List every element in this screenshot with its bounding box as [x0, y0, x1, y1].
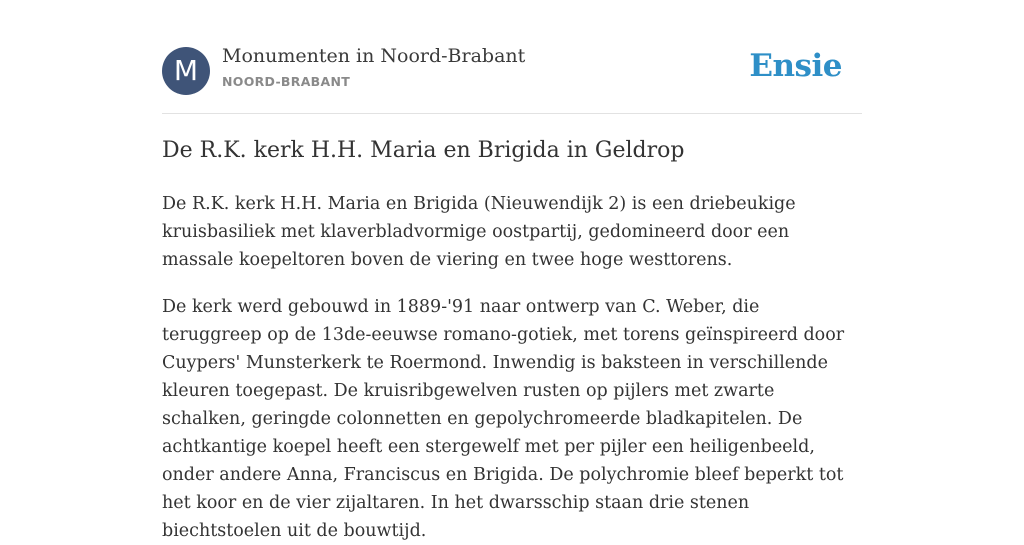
article-paragraph-1: De R.K. kerk H.H. Maria en Brigida (Nieuwendijk 2) is een driebeukige kruisbasiliek met klaverbladvormige oostpartij, gedomineerd door een massale koepeltoren boven de viering en twee hoge westtorens.: [162, 194, 796, 270]
header: [162, 0, 862, 114]
article-title: De R.K. kerk H.H. Maria en Brigida in Geldrop: [162, 138, 685, 163]
article-paragraph-2: De kerk werd gebouwd in 1889-'91 naar ontwerp van C. Weber, die teruggreep op de 13de-eeuwse romano-gotiek, met torens geïnspireerd door Cuypers' Munsterkerk te Roermond. Inwendig is baksteen in verschillende kleuren toegepast. De kruisribgewelven rusten op pijlers met zwarte schalken, geringde colonnetten en gepolychromeerde bladkapitelen. De achtkantige koepel heeft een stergewelf met per pijler een heiligenbeeld, onder andere Anna, Franciscus en Brigida. De polychromie bleef beperkt tot het koor en de vier zijaltaren. In het dwarsschip staan drie stenen biechtstoelen uit de bouwtijd.: [162, 297, 845, 541]
site-subtitle-link[interactable]: NOORD-BRABANT: [222, 74, 351, 89]
brand-logo-link[interactable]: Ensie: [749, 48, 842, 84]
avatar[interactable]: M: [162, 47, 210, 95]
article-container: [162, 0, 862, 541]
site-title-link[interactable]: Monumenten in Noord-Brabant: [222, 45, 526, 67]
